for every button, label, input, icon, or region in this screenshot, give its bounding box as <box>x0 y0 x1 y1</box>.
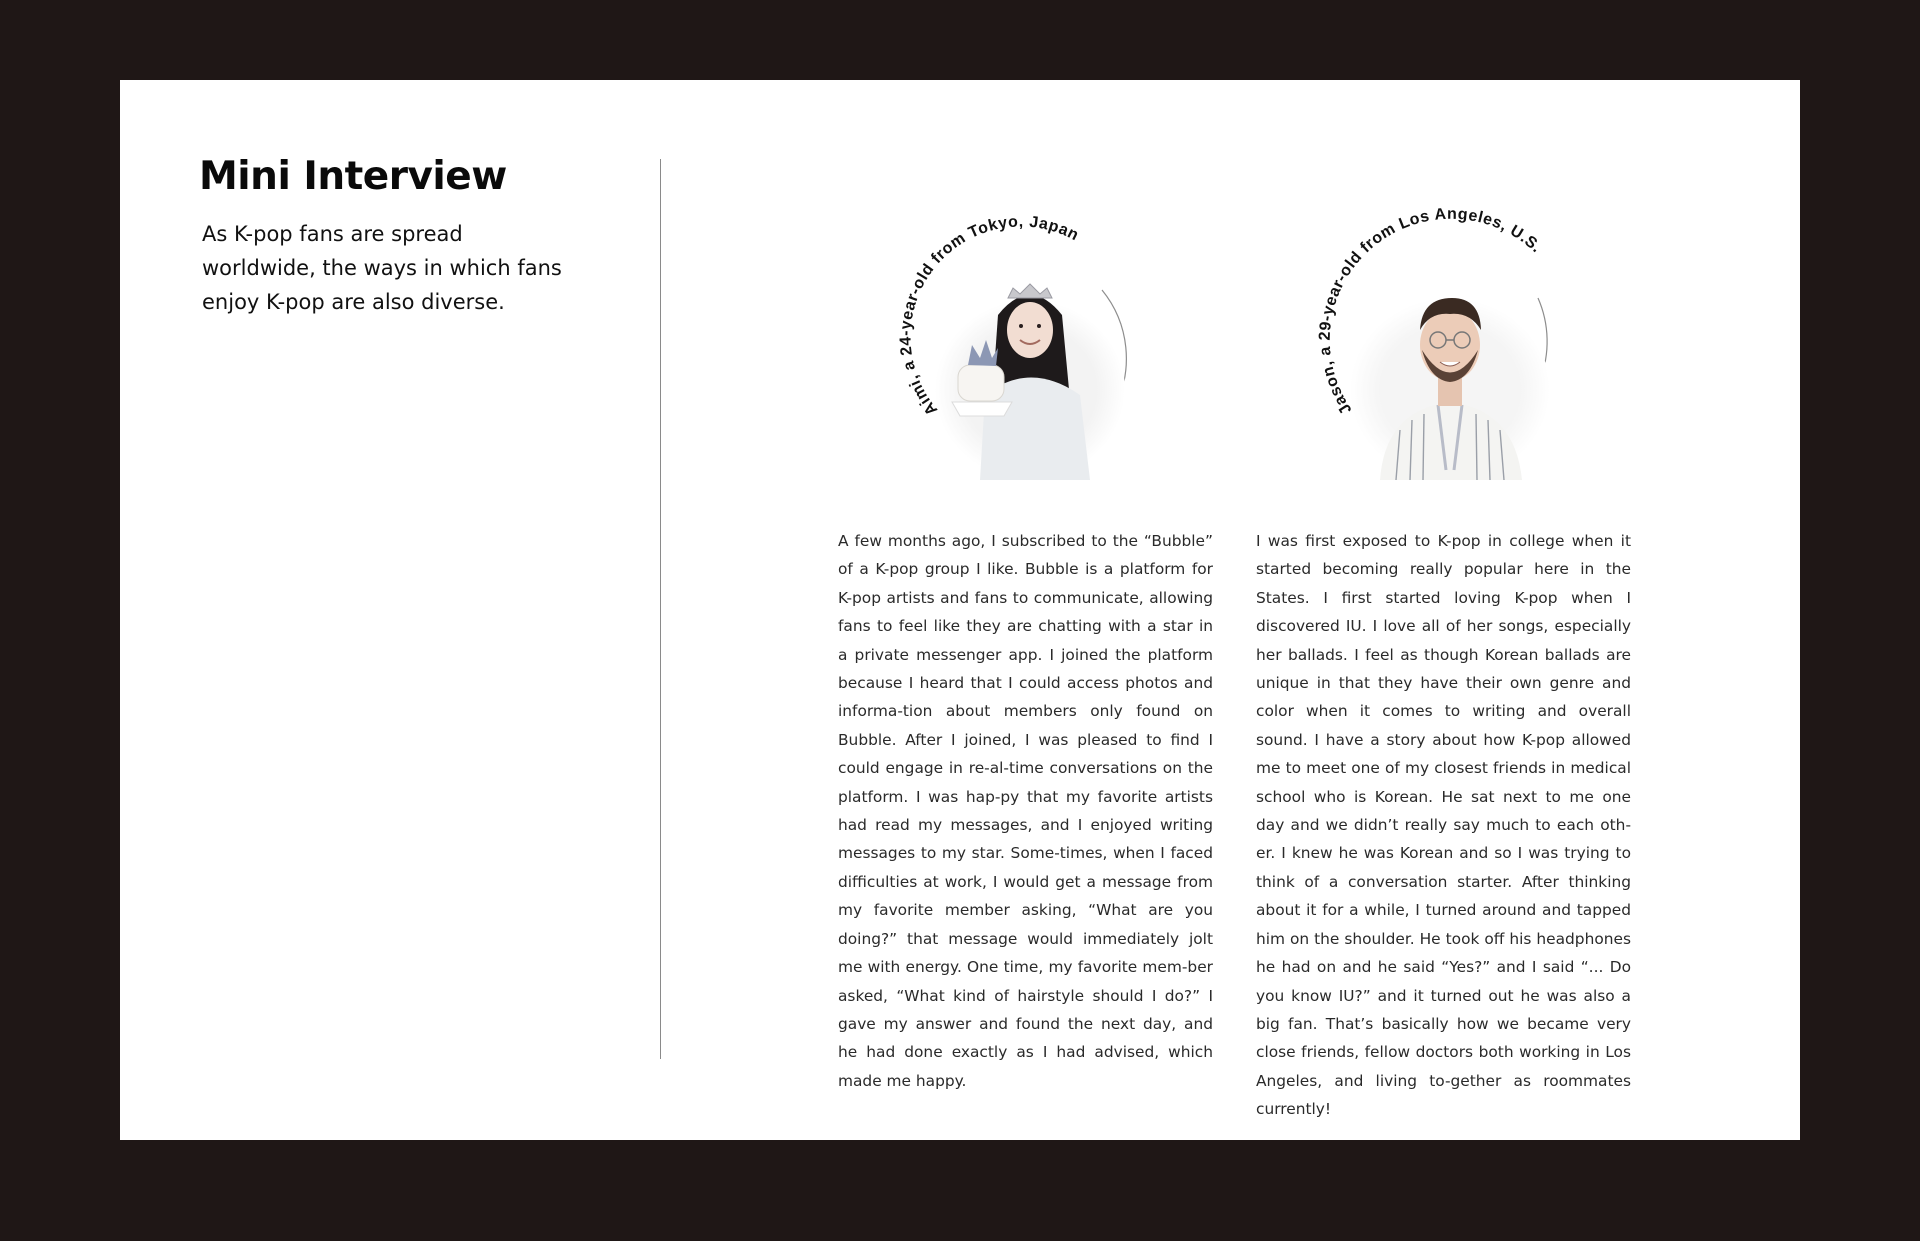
interview-body: I was first exposed to K-pop in college when it started becoming really popular here in the States. I first started loving K-pop when I discovered IU. I love all of her songs, especially her ballads. I feel as though Korean ballads are unique in that they have their own genre and color when it comes to writing and overall sound. I have a story about how K-pop allowed me to meet one of my closest friends in medical school who is Korean. He sat next to me one day and we didn’t really say much to each oth-er. I knew he was Korean and so I was trying to think of a conversation starter. After thinking about it for a while, I turned around and tapped him on the shoulder. He took off his headphones he had on and he said “Yes?” and I said “... Do you know IU?” and it turned out he was also a big fan. That’s basically how we became very close friends, fellow doctors both working in Los Angeles, and living to-gether as roommates currently! <box>1256 532 1631 1119</box>
intro-section <box>199 154 599 319</box>
profile-caption: Aimi, a 24-year-old from Tokyo, Japan <box>897 213 1082 419</box>
interview-text-aimi <box>838 527 1213 1095</box>
woman-with-cake-photo <box>935 284 1125 480</box>
profile-aimi-graphic <box>880 180 1180 480</box>
vertical-divider <box>660 159 661 1059</box>
man-in-striped-shirt-photo <box>1350 298 1550 480</box>
profile-jason <box>1300 180 1600 480</box>
profile-aimi <box>880 180 1180 480</box>
page-title: Mini Interview <box>199 154 507 199</box>
profile-jason-graphic <box>1300 180 1600 480</box>
profile-caption: Jason, a 29-year-old from Los Angeles, U.S. <box>1316 205 1545 418</box>
interview-body: A few months ago, I subscribed to the “Bubble” of a K-pop group I like. Bubble is a platform for K-pop artists and fans to communicate, allowing fans to feel like they are chatting with a star in a private messenger app. I joined the platform because I heard that I could access photos and informa-tion about members only found on Bubble. After I joined, I was pleased to find I could engage in re-al-time conversations on the platform. I was hap-py that my favorite artists had read my messages, and I enjoyed writing messages to my star. Some-times, when I faced difficulties at work, I would get a message from my favorite member asking, “What are you doing?” that message would immediately jolt me with energy. One time, my favorite mem-ber asked, “What kind of hairstyle should I do?” I gave my answer and found the next day, and he had done exactly as I had advised, which made me happy. <box>838 532 1213 1090</box>
magazine-page <box>120 80 1800 1140</box>
interview-text-jason <box>1256 527 1631 1124</box>
intro-lead: As K-pop fans are spread worldwide, the ways in which fans enjoy K-pop are also diverse. <box>202 222 562 314</box>
